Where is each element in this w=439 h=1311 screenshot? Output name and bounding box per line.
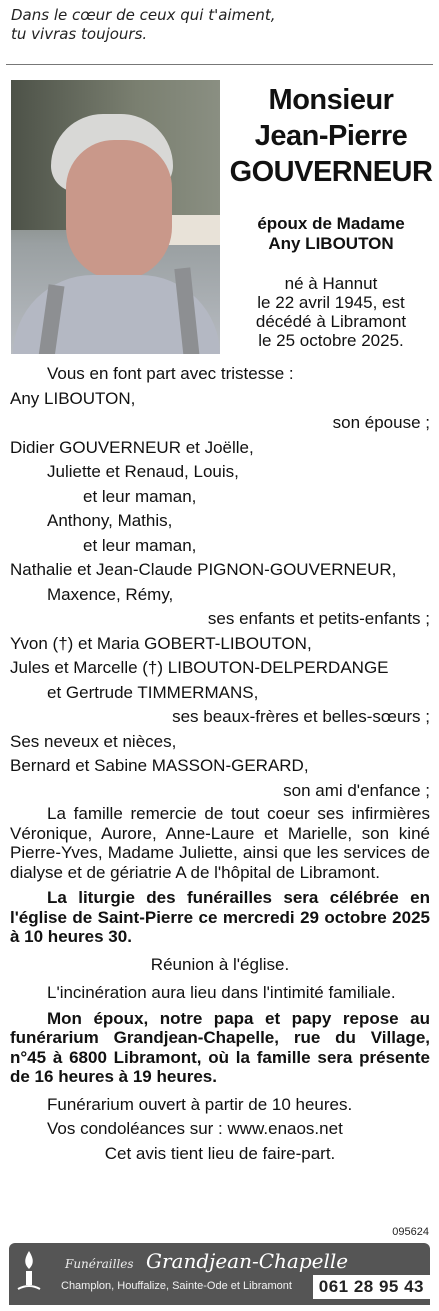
honorific: Monsieur (268, 84, 394, 116)
birth-line-1: né à Hannut (284, 274, 378, 293)
divider (6, 64, 433, 65)
notice-line: Cet avis tient lieu de faire-part. (104, 1143, 336, 1163)
birth-death-info (228, 274, 434, 350)
relation-line: son épouse ; (332, 413, 430, 432)
family-line: Yvon (†) et Maria GOBERT-LIBOUTON, (10, 633, 312, 653)
relation-line: ses beaux-frères et belles-sœurs ; (172, 707, 430, 726)
quote-line-1: Dans le cœur de ceux qui t'aiment, (11, 6, 276, 24)
brand-name: Grandjean-Chapelle (146, 1249, 349, 1273)
spouse-line-2: Any LIBOUTON (268, 234, 394, 253)
family-line: et Gertrude TIMMERMANS, (47, 682, 259, 702)
family-line: Jules et Marcelle (†) LIBOUTON-DELPERDANGE (10, 658, 389, 677)
birth-line-4: le 25 octobre 2025. (258, 331, 404, 350)
reference-number: 095624 (392, 1226, 429, 1238)
quote (11, 6, 431, 44)
family-line: Any LIBOUTON, (10, 388, 136, 408)
family-line: et leur maman, (83, 486, 197, 506)
meeting-line: Réunion à l'église. (150, 954, 290, 974)
birth-line-2: le 22 avril 1945, est (257, 293, 405, 312)
spouse-info (228, 214, 434, 254)
family-line: Anthony, Mathis, (47, 511, 173, 530)
family-line: Maxence, Rémy, (47, 584, 174, 604)
rest-paragraph: Mon époux, notre papa et papy repose au funérarium Grandjean-Chapelle, rue du Village, n°45 à 6800 Libramont, où la famille sera présente de 16 heures à 19 heures. (10, 1008, 430, 1086)
relation-line: son ami d'enfance ; (283, 780, 430, 800)
flame-candle-icon (16, 1249, 42, 1293)
family-line: Bernard et Sabine MASSON-GERARD, (10, 756, 309, 775)
announcement-body (10, 362, 430, 1166)
first-name: Jean-Pierre (254, 120, 408, 152)
family-line: Ses neveux et nièces, (10, 731, 177, 751)
phone-number[interactable]: 061 28 95 43 (313, 1275, 430, 1299)
family-line: Nathalie et Jean-Claude PIGNON-GOUVERNEUR, (10, 560, 397, 579)
cremation-paragraph: L'incinération aura lieu dans l'intimité familiale. (47, 983, 396, 1002)
birth-line-3: décédé à Libramont (255, 312, 407, 331)
intro: Vous en font part avec tristesse : (47, 364, 294, 383)
family-line: Juliette et Renaud, Louis, (47, 462, 239, 481)
funeral-home-banner (9, 1243, 430, 1305)
family-line: Didier GOUVERNEUR et Joëlle, (10, 437, 254, 457)
condolences-line: Vos condoléances sur : www.enaos.net (47, 1119, 343, 1138)
portrait-photo (11, 80, 220, 354)
locations: Champlon, Houffalize, Sainte-Ode et Libramont (61, 1280, 292, 1292)
brand-prefix: Funérailles (65, 1257, 134, 1271)
quote-line-2: tu vivras toujours. (11, 25, 148, 43)
thanks-paragraph: La famille remercie de tout coeur ses infirmières Véronique, Aurore, Anne-Laure et Marielle, son kiné Pierre-Yves, Madame Juliette, ainsi que les services de dialyse et de gériatrie A de l'hôpital de Libramont. (10, 804, 430, 882)
relation-line: ses enfants et petits-enfants ; (207, 609, 430, 628)
opening-line: Funérarium ouvert à partir de 10 heures. (47, 1094, 353, 1114)
liturgy-paragraph: La liturgie des funérailles sera célébrée en l'église de Saint-Pierre ce mercredi 29 octobre 2025 à 10 heures 30. (10, 888, 430, 946)
last-name: GOUVERNEUR (229, 156, 433, 188)
spouse-line-1: époux de Madame (257, 214, 405, 233)
family-line: et leur maman, (83, 535, 197, 555)
deceased-name (228, 82, 434, 190)
